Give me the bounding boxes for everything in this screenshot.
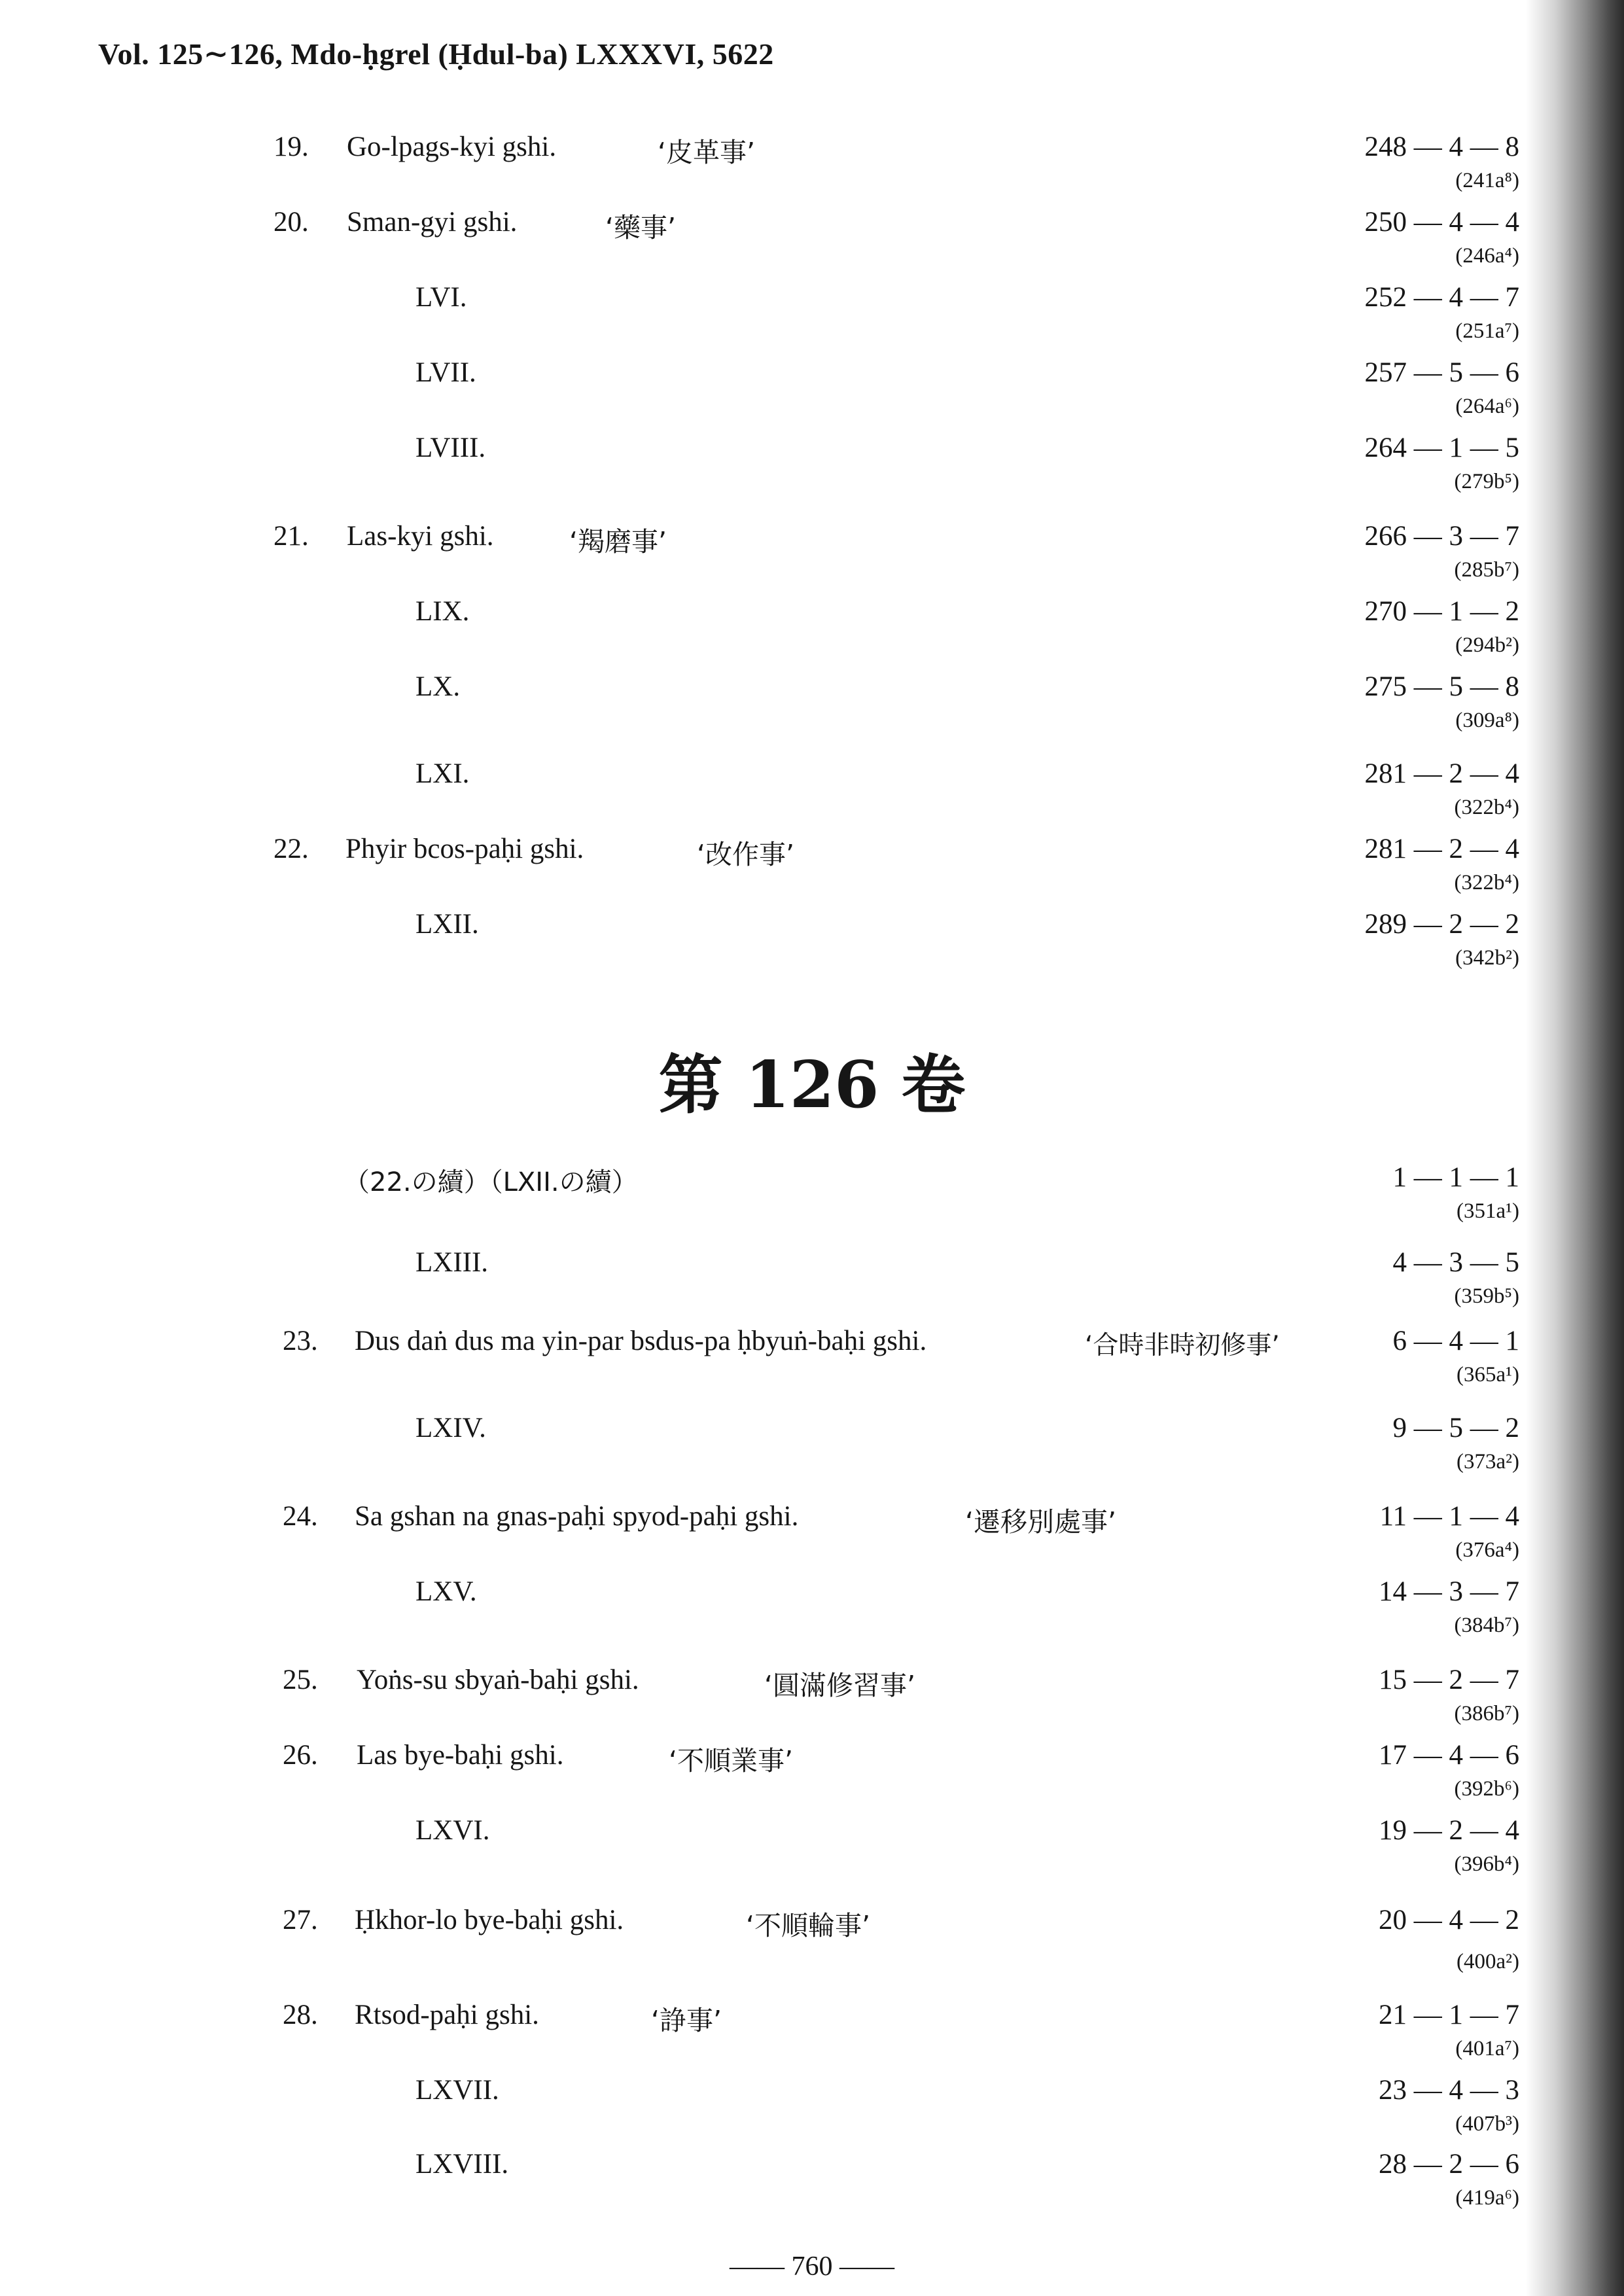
entry-row xyxy=(0,1999,1624,2077)
entry-row xyxy=(0,131,1624,209)
entry-part: LXVI. xyxy=(415,1815,490,1846)
entry-row xyxy=(0,1814,1624,1893)
entry-number: 22. xyxy=(274,834,309,864)
entry-folio: (285b⁷) xyxy=(1454,558,1519,582)
entry-reference: 281 — 2 — 4 xyxy=(1364,758,1519,789)
entry-reference: 21 — 1 — 7 xyxy=(1379,2000,1519,2030)
entry-reference: 281 — 2 — 4 xyxy=(1364,834,1519,864)
entry-folio: (396b⁴) xyxy=(1454,1852,1519,1876)
entry-japanese-title: ‘皮革事’ xyxy=(658,137,756,168)
entry-title: Yoṅs-su sbyaṅ-baḥi gshi. xyxy=(357,1665,639,1695)
entry-folio: (309a⁸) xyxy=(1455,709,1519,732)
entry-number: 25. xyxy=(283,1665,318,1695)
entry-row xyxy=(0,1904,1624,1983)
entry-row xyxy=(0,833,1624,911)
entry-reference: 9 — 5 — 2 xyxy=(1392,1413,1519,1443)
continuation-note: （22.の續）（LXII.の續） xyxy=(344,1167,638,1197)
entry-folio: (241a⁸) xyxy=(1455,169,1519,192)
entry-row xyxy=(0,758,1624,836)
entry-title: Ḥkhor-lo bye-baḥi gshi. xyxy=(355,1905,624,1935)
entry-part: LXV. xyxy=(415,1576,477,1607)
entry-number: 23. xyxy=(283,1326,318,1356)
entry-folio: (264a⁶) xyxy=(1455,395,1519,418)
entry-title: Go-lpags-kyi gshi. xyxy=(347,132,557,162)
entry-number: 27. xyxy=(283,1905,318,1935)
entry-reference: 15 — 2 — 7 xyxy=(1379,1665,1519,1695)
entry-folio: (342b²) xyxy=(1455,946,1519,970)
entry-title: Las bye-baḥi gshi. xyxy=(357,1740,564,1771)
entry-row xyxy=(0,1576,1624,1654)
entry-number: 19. xyxy=(274,132,309,162)
entry-part: LVI. xyxy=(415,282,467,313)
entry-reference: 270 — 1 — 2 xyxy=(1364,596,1519,627)
entry-folio: (407b³) xyxy=(1455,2112,1519,2136)
entry-japanese-title: ‘羯磨事’ xyxy=(569,526,667,557)
entry-folio: (373a²) xyxy=(1456,1450,1519,1474)
entry-folio: (386b⁷) xyxy=(1454,1702,1519,1725)
entry-row xyxy=(0,595,1624,674)
entry-reference: 248 — 4 — 8 xyxy=(1364,132,1519,162)
entry-part: LVIII. xyxy=(415,433,486,463)
entry-reference: 250 — 4 — 4 xyxy=(1364,207,1519,238)
entry-reference: 1 — 1 — 1 xyxy=(1392,1162,1519,1193)
entry-part: LXVIII. xyxy=(415,2149,509,2180)
entry-japanese-title: ‘不順業事’ xyxy=(669,1745,794,1776)
entry-part: LX. xyxy=(415,671,461,702)
entry-title: Dus daṅ dus ma yin-par bsdus-pa ḥbyuṅ-baḥi gshi. xyxy=(355,1326,927,1356)
entry-number: 24. xyxy=(283,1501,318,1532)
entry-row xyxy=(0,1325,1624,1404)
entry-reference: 252 — 4 — 7 xyxy=(1364,282,1519,313)
entry-reference: 257 — 5 — 6 xyxy=(1364,357,1519,388)
entry-reference: 264 — 1 — 5 xyxy=(1364,433,1519,463)
entry-folio: (351a¹) xyxy=(1456,1199,1519,1223)
entry-reference: 289 — 2 — 2 xyxy=(1364,909,1519,940)
entry-japanese-title: ‘改作事’ xyxy=(697,839,795,870)
entry-title: Sa gshan na gnas-paḥi spyod-paḥi gshi. xyxy=(355,1501,799,1532)
volume-heading: 第 126 卷 xyxy=(658,1048,966,1123)
entry-reference: 20 — 4 — 2 xyxy=(1379,1905,1519,1935)
entry-japanese-title: ‘圓滿修習事’ xyxy=(764,1670,916,1701)
entry-row xyxy=(0,2148,1624,2227)
entry-japanese-title: ‘遷移別處事’ xyxy=(965,1506,1117,1538)
entry-title: Sman-gyi gshi. xyxy=(347,207,518,238)
entry-folio: (419a⁶) xyxy=(1455,2186,1519,2210)
entry-part: LXI. xyxy=(415,758,470,789)
entry-row xyxy=(0,432,1624,510)
entry-reference: 14 — 3 — 7 xyxy=(1379,1576,1519,1607)
entry-title: Phyir bcos-paḥi gshi. xyxy=(345,834,584,864)
entry-part: LXVII. xyxy=(415,2075,499,2106)
entry-japanese-title: ‘諍事’ xyxy=(651,2005,722,2036)
entry-reference: 266 — 3 — 7 xyxy=(1364,521,1519,552)
page-number: —— 760 —— xyxy=(730,2252,894,2282)
entry-folio: (401a⁷) xyxy=(1455,2037,1519,2060)
entry-folio: (359b⁵) xyxy=(1454,1284,1519,1308)
entry-folio: (365a¹) xyxy=(1456,1363,1519,1386)
entry-row xyxy=(0,520,1624,599)
entry-reference: 28 — 2 — 6 xyxy=(1379,2149,1519,2180)
entry-row xyxy=(0,1664,1624,1742)
entry-part: LIX. xyxy=(415,596,470,627)
entry-row xyxy=(0,206,1624,285)
entry-folio: (251a⁷) xyxy=(1455,319,1519,343)
entry-title: Las-kyi gshi. xyxy=(347,521,494,552)
entry-folio: (322b⁴) xyxy=(1454,796,1519,819)
entry-number: 21. xyxy=(274,521,309,552)
entry-reference: 23 — 4 — 3 xyxy=(1379,2075,1519,2106)
entry-row xyxy=(0,1161,1624,1240)
entry-part: LXIV. xyxy=(415,1413,486,1443)
entry-row xyxy=(0,1500,1624,1579)
entry-folio: (279b⁵) xyxy=(1454,470,1519,493)
entry-number: 26. xyxy=(283,1740,318,1771)
entry-row xyxy=(0,1412,1624,1491)
entry-row xyxy=(0,671,1624,749)
entry-row xyxy=(0,2074,1624,2153)
entry-reference: 6 — 4 — 1 xyxy=(1392,1326,1519,1356)
entry-part: LXIII. xyxy=(415,1247,489,1278)
entry-reference: 11 — 1 — 4 xyxy=(1379,1501,1519,1532)
entry-number: 20. xyxy=(274,207,309,238)
entry-reference: 4 — 3 — 5 xyxy=(1392,1247,1519,1278)
entry-japanese-title: ‘藥事’ xyxy=(605,212,677,243)
entry-folio: (246a⁴) xyxy=(1455,244,1519,268)
running-header: Vol. 125∼126, Mdo-ḥgrel (Ḥdul-ba) LXXXVI, 5622 xyxy=(98,37,774,71)
entry-folio: (294b²) xyxy=(1455,633,1519,657)
entry-number: 28. xyxy=(283,2000,318,2030)
entry-japanese-title: ‘不順輪事’ xyxy=(746,1910,871,1941)
entry-reference: 17 — 4 — 6 xyxy=(1379,1740,1519,1771)
entry-folio: (384b⁷) xyxy=(1454,1614,1519,1637)
entry-row xyxy=(0,357,1624,435)
entry-folio: (392b⁶) xyxy=(1454,1777,1519,1801)
entry-part: LVII. xyxy=(415,357,476,388)
entry-japanese-title: ‘合時非時初修事’ xyxy=(1085,1331,1280,1360)
entry-part: LXII. xyxy=(415,909,479,940)
entry-reference: 19 — 2 — 4 xyxy=(1379,1815,1519,1846)
entry-row xyxy=(0,1739,1624,1818)
entry-reference: 275 — 5 — 8 xyxy=(1364,671,1519,702)
entry-folio: (400a²) xyxy=(1456,1950,1519,1973)
entry-folio: (376a⁴) xyxy=(1455,1538,1519,1562)
entry-title: Rtsod-paḥi gshi. xyxy=(355,2000,539,2030)
entry-folio: (322b⁴) xyxy=(1454,871,1519,894)
entry-row xyxy=(0,1246,1624,1325)
entry-row xyxy=(0,281,1624,360)
entry-row xyxy=(0,908,1624,987)
